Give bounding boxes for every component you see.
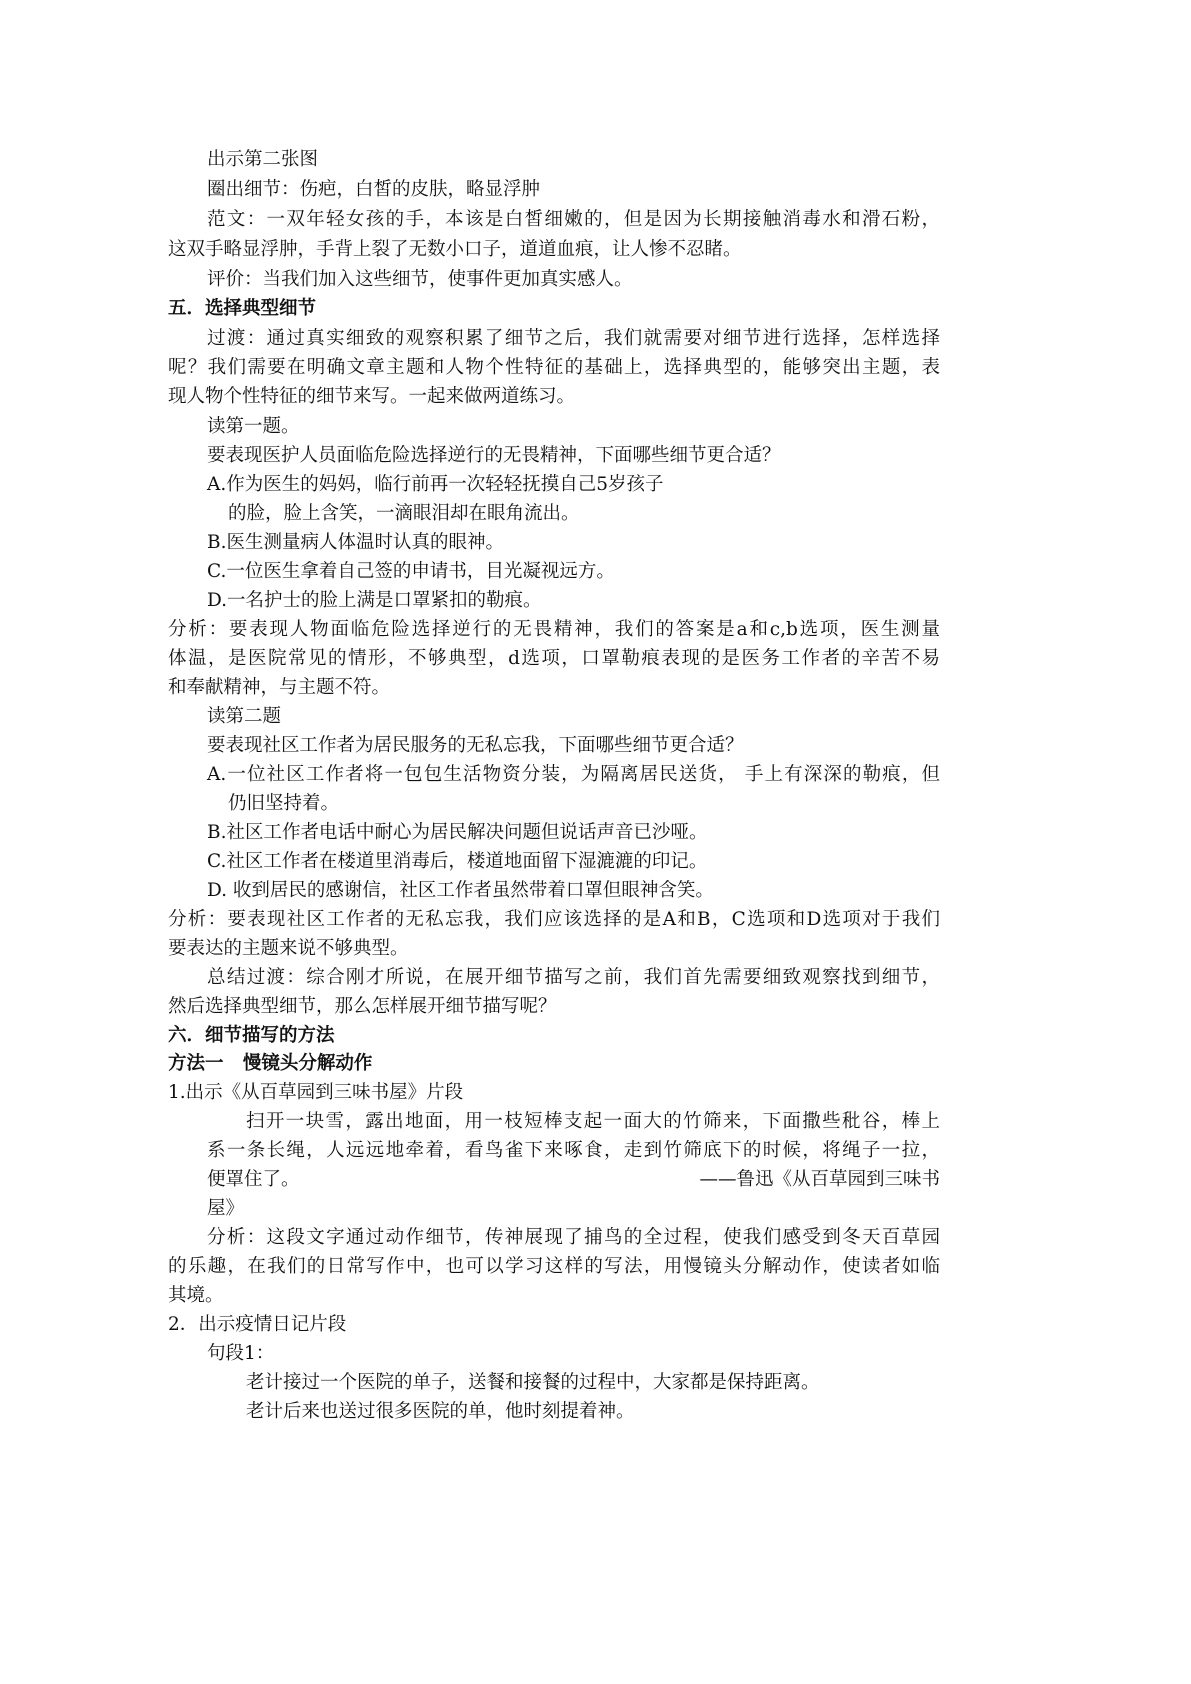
text-line: 的乐趣，在我们的日常写作中，也可以学习这样的写法，用慢镜头分解动作，使读者如临 [168, 1256, 940, 1277]
text-line: 体温，是医院常见的情形，不够典型，d选项，口罩勒痕表现的是医务工作者的辛苦不易 [168, 648, 940, 669]
text-line: 然后选择典型细节，那么怎样展开细节描写呢？ [168, 996, 557, 1017]
text-line: 范文：一双年轻女孩的手，本该是白皙细嫩的，但是因为长期接触消毒水和滑石粉， [207, 209, 940, 230]
option-line: C.一位医生拿着自己签的申请书，目光凝视远方。 [207, 561, 615, 582]
option-line: B.医生测量病人体温时认真的眼神。 [207, 532, 504, 553]
text-line: 出示第二张图 [207, 149, 319, 170]
option-line: 的脸，脸上含笑，一滴眼泪却在眼角流出。 [228, 503, 580, 524]
text-line: 读第一题。 [207, 416, 300, 437]
text-line: 评价：当我们加入这些细节，使事件更加真实感人。 [207, 269, 633, 290]
quote-line: 系一条长绳，人远远地牵着，看鸟雀下来啄食，走到竹筛底下的时候，将绳子一拉， [207, 1140, 940, 1161]
text-line: 读第二题 [207, 706, 282, 727]
text-line: 1.出示《从百草园到三味书屋》片段 [168, 1082, 464, 1103]
text-line: 过渡：通过真实细致的观察积累了细节之后，我们就需要对细节进行选择，怎样选择 [207, 328, 940, 349]
text-line: 老计后来也送过很多医院的单，他时刻提着神。 [246, 1401, 635, 1422]
quote-line: 便罩住了。 [207, 1169, 300, 1190]
text-line: 其境。 [168, 1285, 224, 1306]
text-line: 老计接过一个医院的单子，送餐和接餐的过程中，大家都是保持距离。 [246, 1372, 820, 1393]
option-line: A.一位社区工作者将一包包生活物资分装，为隔离居民送货， 手上有深深的勒痕，但 [207, 764, 940, 785]
option-line: A.作为医生的妈妈，临行前再一次轻轻抚摸自己5岁孩子 [207, 474, 664, 495]
option-line: B.社区工作者电话中耐心为居民解决问题但说话声音已沙哑。 [207, 822, 708, 843]
text-line: 要表达的主题来说不够典型。 [168, 938, 409, 959]
text-line: 呢？我们需要在明确文章主题和人物个性特征的基础上，选择典型的，能够突出主题，表 [168, 357, 940, 378]
text-line: 句段1： [207, 1343, 275, 1364]
text-line: 分析：这段文字通过动作细节，传神展现了捕鸟的全过程，使我们感受到冬天百草园 [207, 1227, 940, 1248]
method-heading: 方法一 慢镜头分解动作 [168, 1053, 373, 1074]
option-line: C.社区工作者在楼道里消毒后，楼道地面留下湿漉漉的印记。 [207, 851, 708, 872]
option-line: 仍旧坚持着。 [228, 793, 340, 814]
option-line: D. 收到居民的感谢信，社区工作者虽然带着口罩但眼神含笑。 [207, 880, 714, 901]
section-heading: 六．细节描写的方法 [168, 1025, 335, 1046]
text-line: 这双手略显浮肿，手背上裂了无数小口子，道道血痕，让人惨不忍睹。 [168, 239, 742, 260]
text-line: 2．出示疫情日记片段 [168, 1314, 347, 1335]
text-line: 分析：要表现人物面临危险选择逆行的无畏精神，我们的答案是a和c,b选项，医生测量 [168, 619, 940, 640]
quote-attribution: ——鲁迅《从百草园到三味书 [699, 1169, 940, 1190]
section-heading: 五．选择典型细节 [168, 298, 317, 319]
quote-attribution: 屋》 [207, 1198, 245, 1219]
text-line: 圈出细节：伤疤，白皙的皮肤，略显浮肿 [207, 179, 541, 200]
text-line: 现人物个性特征的细节来写。一起来做两道练习。 [168, 386, 576, 407]
text-line: 总结过渡：综合刚才所说，在展开细节描写之前，我们首先需要细致观察找到细节， [207, 967, 940, 988]
text-line: 要表现医护人员面临危险选择逆行的无畏精神，下面哪些细节更合适？ [207, 445, 781, 466]
text-line: 分析：要表现社区工作者的无私忘我，我们应该选择的是A和B，C选项和D选项对于我们 [168, 909, 940, 930]
quote-line: 扫开一块雪，露出地面，用一枝短棒支起一面大的竹筛来，下面撒些秕谷，棒上 [246, 1111, 940, 1132]
option-line: D.一名护士的脸上满是口罩紧扣的勒痕。 [207, 590, 542, 611]
text-line: 和奉献精神，与主题不符。 [168, 677, 391, 698]
text-line: 要表现社区工作者为居民服务的无私忘我，下面哪些细节更合适？ [207, 735, 744, 756]
